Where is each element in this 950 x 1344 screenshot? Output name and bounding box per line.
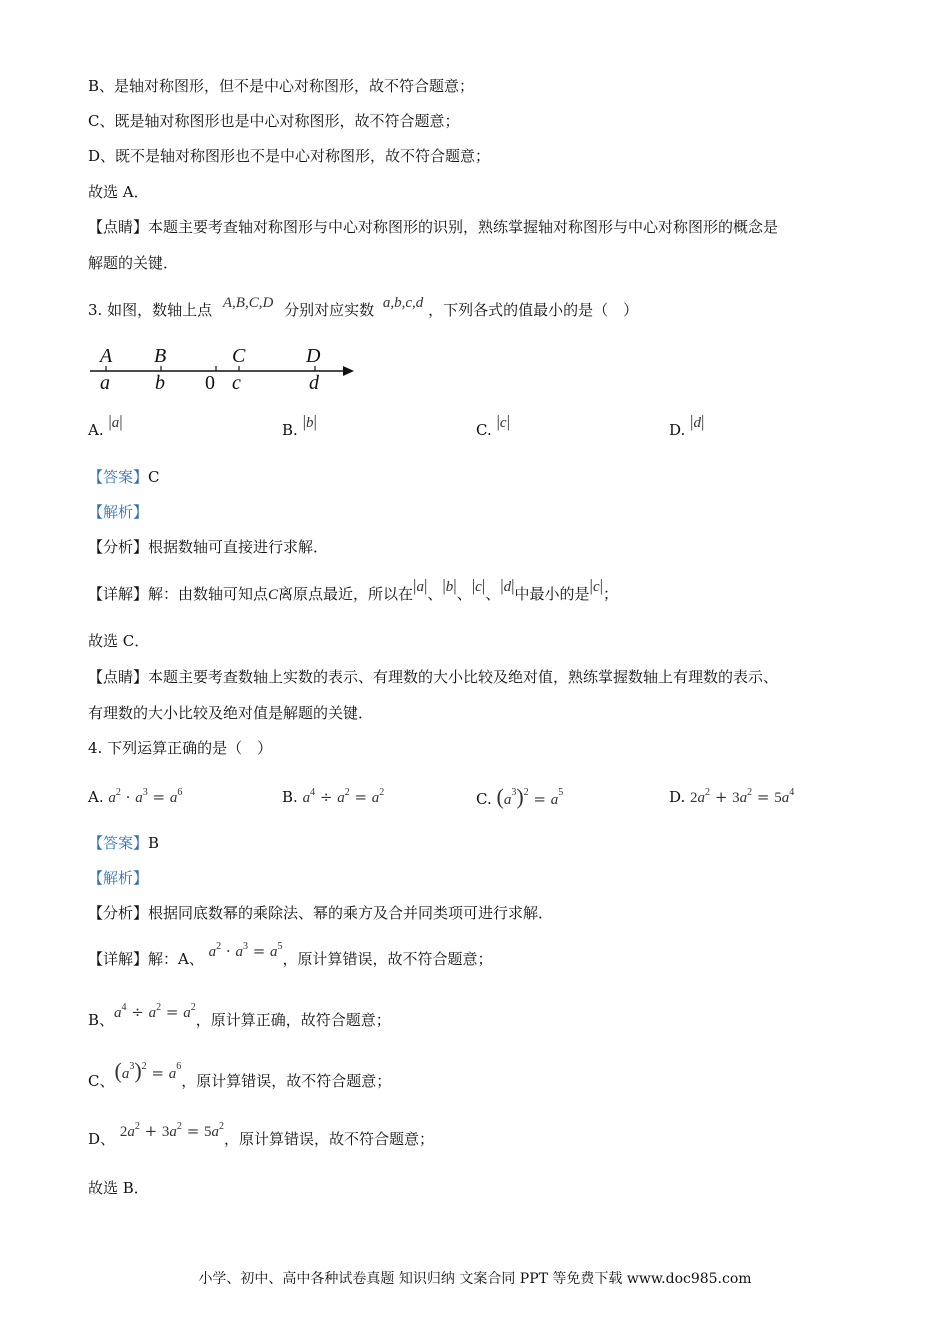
formula: $a^2 \cdot a^3 = a^6$ (108, 787, 183, 806)
detail-prefix: D、 (88, 1130, 116, 1148)
answer-value: B (148, 834, 160, 852)
q4-answer (88, 833, 159, 853)
label-zero: 0 (205, 372, 215, 394)
option-label: A. (88, 421, 104, 439)
formula: $a^4 \div a^2 = a^2$ (114, 1002, 196, 1021)
label-B: B (154, 345, 167, 367)
sep: 、 (427, 585, 443, 603)
q3-points: A,B,C,D (222, 295, 274, 311)
abs-a: a (416, 579, 424, 595)
answer-tag: 【答案】 (88, 834, 149, 852)
option-label: D. (669, 421, 686, 439)
abs-d: d (503, 579, 512, 595)
page-footer: 小学、初中、高中各种试卷真题 知识归纳 文案合同 PPT 等免费下载 www.doc985.com (198, 1271, 752, 1287)
formula: $2a^2 + 3a^2 = 5a^4$ (690, 787, 795, 806)
label-b: b (155, 372, 165, 394)
formula: $(a^3)^2 = a^5$ (496, 784, 564, 809)
option-label: C. (476, 421, 492, 439)
q4-detail-b (88, 1002, 391, 1031)
q3-fenxi: 【分析】根据数轴可直接进行求解． (88, 538, 329, 556)
label-A: A (100, 345, 113, 367)
number-line-figure (88, 340, 363, 396)
option-var: a (111, 415, 120, 431)
text-line: 解题的关键． (88, 254, 179, 272)
text-line: 故选 A． (88, 183, 149, 201)
q3-mid: 分别对应实数 (284, 301, 375, 319)
q3-option-b: B. |b| (282, 412, 317, 439)
answer-value: C (148, 468, 160, 486)
text-line: C、既是轴对称图形也是中心对称图形，故不符合题意； (88, 112, 460, 130)
label-a: a (100, 372, 110, 394)
formula: $a^2 \cdot a^3 = a^5$ (208, 941, 283, 960)
label-C: C (232, 345, 246, 367)
text-line: D、既不是轴对称图形也不是中心对称图形，故不符合题意； (88, 147, 491, 165)
q3-option-a: A. |a| (88, 412, 123, 439)
option-var: d (693, 415, 701, 431)
option-label: C. (476, 790, 492, 808)
option-label: B. (282, 421, 298, 439)
q4-conclusion: 故选 B． (88, 1179, 149, 1197)
q4-detail-d (88, 1121, 435, 1150)
q4-fenxi: 【分析】根据同底数幂的乘除法、幂的乘方及合并同类项可进行求解． (88, 904, 554, 922)
label-d: d (309, 372, 319, 394)
detail-prefix: C、 (88, 1072, 115, 1090)
abs-c: c (475, 579, 482, 595)
detail-point: C (268, 587, 279, 603)
text-line: B、是轴对称图形，但不是中心对称图形，故不符合题意； (88, 77, 475, 95)
formula: $(a^3)^2 = a^6$ (114, 1058, 182, 1083)
q3-option-c: C. |c| (476, 412, 510, 439)
sep: 、 (456, 585, 472, 603)
q3-answer (88, 467, 160, 487)
detail-text: ，原计算错误，故不符合题意； (282, 950, 493, 968)
option-label: D. (669, 788, 686, 806)
detail-text: ，原计算错误，故不符合题意； (181, 1072, 392, 1090)
option-var: b (305, 415, 314, 431)
detail-prefix: 【详解】解：由数轴可知点 (88, 585, 269, 603)
question-3-stem (88, 295, 639, 321)
detail-text: ，原计算正确，故符合题意； (195, 1011, 391, 1029)
q3-suffix: ，下列各式的值最小的是（ ） (428, 301, 639, 319)
q3-conclusion: 故选 C． (88, 632, 150, 650)
detail-mid: 离原点最近，所以在 (278, 585, 414, 603)
q3-prefix: 3. 如图，数轴上点 (88, 301, 213, 319)
detail-end: 中最小的是 (514, 585, 590, 603)
detail-text: ，原计算错误，故不符合题意； (224, 1130, 435, 1148)
q4-analysis-tag: 【解析】 (88, 869, 149, 887)
question-4-stem: 4. 下列运算正确的是（ ） (88, 739, 273, 757)
q3-dianjing-2: 有理数的大小比较及绝对值是解题的关键． (88, 704, 374, 722)
q4-detail-a (88, 941, 493, 970)
label-c: c (232, 372, 241, 394)
option-label: A. (88, 788, 104, 806)
q4-option-d (669, 787, 794, 808)
detail-prefix: B、 (88, 1011, 115, 1029)
answer-tag: 【答案】 (88, 468, 149, 486)
q3-detail: 【详解】解：由数轴可知点C离原点最近，所以在|a|、|b|、|c|、|d|中最小的是|c|； (88, 576, 619, 603)
abs-c-result: c (592, 579, 600, 595)
q3-dianjing-1: 【点睛】本题主要考查数轴上实数的表示、有理数的大小比较及绝对值，熟练掌握数轴上有理数的表示、 (88, 668, 779, 686)
detail-tail: ； (603, 585, 619, 603)
abs-b: b (445, 579, 454, 595)
q3-analysis-tag: 【解析】 (88, 503, 149, 521)
q4-option-c (476, 784, 564, 810)
formula: $a^4 \div a^2 = a^2$ (302, 787, 385, 806)
q4-option-a (88, 787, 182, 808)
arrow-head-icon (343, 366, 354, 376)
option-label: B. (282, 788, 298, 806)
formula: $2a^2 + 3a^2 = 5a^2$ (119, 1121, 225, 1140)
text-line: 【点睛】本题主要考查轴对称图形与中心对称图形的识别，熟练掌握轴对称图形与中心对称图形的概念是 (88, 218, 779, 236)
q4-detail-c (88, 1058, 392, 1092)
q3-vars: a,b,c,d (382, 295, 424, 311)
q4-option-b (282, 787, 384, 808)
option-var: c (499, 415, 507, 431)
detail-prefix: 【详解】解：A、 (88, 950, 204, 968)
q3-option-d: D. |d| (669, 412, 705, 439)
label-D: D (306, 345, 321, 367)
sep: 、 (485, 585, 501, 603)
